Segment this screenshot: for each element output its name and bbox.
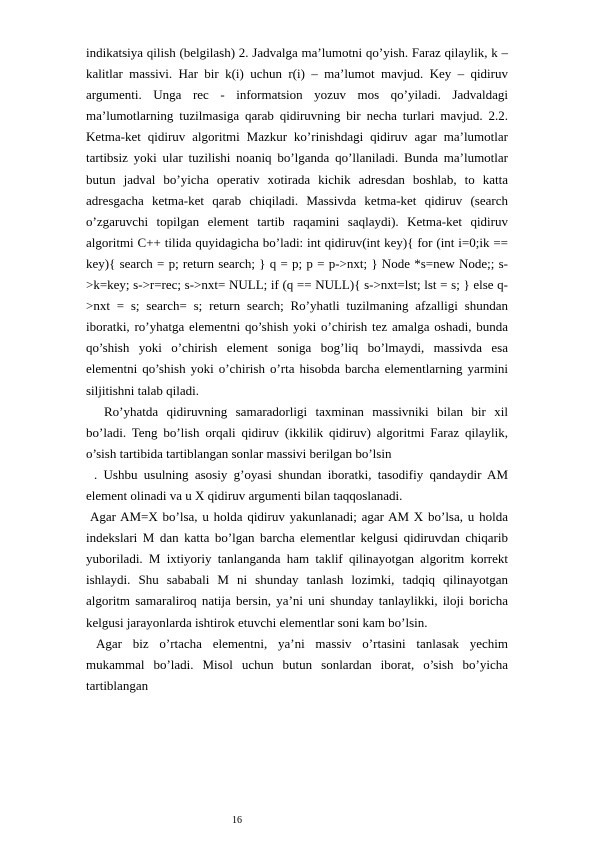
paragraph-middle-element: Agar biz o’rtacha elementni, ya’ni massiv o’rtasini tanlasak yechim mukammal bo’ladi. Misol uchun butun sonlardan iborat, o’sish bo’yicha tartiblangan [86, 635, 508, 693]
paragraph-search-condition: Agar AM=X bo’lsa, u holda qidiruv yakunlanadi; agar AM X bo’lsa, u holda indekslari M dan katta bo’lgan barcha elementlar kelgusi qidiruvdan chiqarib yuboriladi. M ixtiyoriy tanlanganda ham taklif qilinayotgan algoritm korrekt ishlaydi. Shu sababali M ni shunday tanlash lozimki, tadqiq qilinayotgan algoritm samaraliroq natija bersin, ya’ni uni shunday tanlaylikki, iloji boricha kelgusi jarayonlarda ishtirok etuvchi elementlar soni kam bo’lsin. [86, 509, 508, 630]
paragraph-list-efficiency: Ro’yhatda qidiruvning samaradorligi taxminan massivniki bilan bir xil bo’ladi. Teng bo’lish orqali qidiruv (ikkilik qidiruv) algoritmi Faraz qilaylik, o’sish tartibida tartiblangan sonlar massivi berilgan bo’lsin [86, 403, 508, 461]
paragraph-sequential-search: indikatsiya qilish (belgilash) 2. Jadvalga ma’lumotni qo’yish. Faraz qilaylik, k – kalitlar massivi. Har bir k(i) uchun r(i) – ma’lumot mavjud. Key – qidiruv argumenti. Unga rec - informatsion yozuv mos qo’yiladi. Jadvaldagi ma’lumotlarning tuzilmasiga qarab qidiruvning bir necha turlari mavjud. 2.2. Ketma-ket qidiruv algoritmi Mazkur ko’rinishdagi qidiruv agar ma’lumotlar tartibsiz yoki ular tuzilishi noaniq bo’lganda qo’llaniladi. Bunda ma’lumotlar butun jadval bo’yicha operativ xotirada kichik adresdan boshlab, to katta adresgacha ketma-ket qarab chiqiladi. Massivda ketma-ket qidiruv (search o’zgaruvchi topilgan element tartib raqamini saqlaydi). Ketma-ket qidiruv algoritmi C++ tilida quyidagicha bo’ladi: int qidiruv(int key){ for (int i=0;ik == key){ search = p; return search; } q = p; p = p->nxt; } Node *s=new Node;; s->k=key; s->r=rec; s->nxt= NULL; if (q == NULL){ s->nxt=lst; lst = s; } else q->nxt = s; search= s; return search; Ro’yhatli tuzilmaning afzalligi shundan iboratki, ro’yhatga elementni qo’shish yoki o’chirish tez amalga oshadi, bunda qo’shish yoki o’chirish element soniga bog’liq bo’lmaydi, massivda esa elementni qo’shish yoki o’chirish o’rta hisobda barcha elementlarning yarmini siljitishni talab qiladi. [86, 45, 508, 398]
paragraph-method-idea: . Ushbu usulning asosiy g’oyasi shundan iboratki, tasodifiy qandaydir AM element olinadi va u X qidiruv argumenti bilan taqqoslanadi. [86, 466, 508, 503]
page-number: 16 [232, 815, 242, 826]
page-body [86, 42, 508, 696]
